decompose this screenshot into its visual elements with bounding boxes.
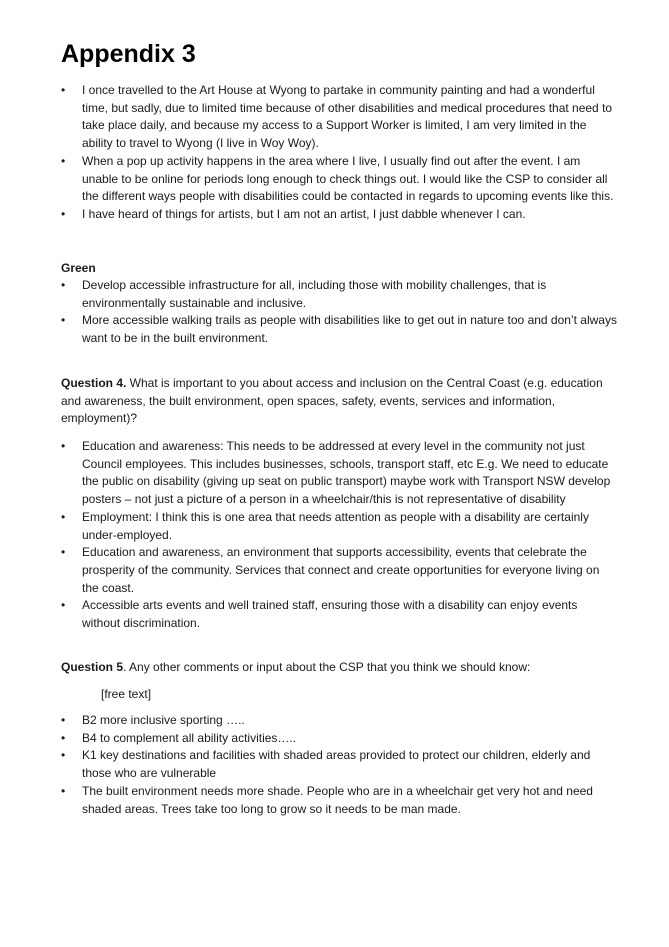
question-text: . Any other comments or input about the CSP that you think we should know: [123,660,531,674]
free-text-label: [free text] [101,687,152,701]
list-item: • Employment: I think this is one area that needs attention as people with a disability are certainly under-employed. [61,509,589,542]
list-item: • B4 to complement all ability activities….. [0,730,669,748]
list-item: • I once travelled to the Art House at Wyong to partake in community painting and had a wonderful time, but sadly, due to limited time because of other disabilities and medical procedures that need to take place daily, and because my access to a Support Worker is limited, I am very limited in the ability to travel to Wyong (I live in Woy Woy). [61,83,613,151]
list-item: • When a pop up activity happens in the area where I live, I usually find out after the event. I am unable to be online for periods long enough to check things out. I would like the CSP to consider all the different ways people with disabilities could be contacted in regards to upcoming events like this. [61,153,614,204]
bullet-icon: • [61,598,66,613]
list-item: • K1 key destinations and facilities with shaded areas provided to protect our children, elderly and those who are vulnerable [61,748,591,781]
question-4-answers [0,438,669,633]
question-label: Question 5 [61,660,124,674]
bullet-icon: • [61,439,66,453]
list-item: • Education and awareness: This needs to be addressed at every level in the community not just Council employees. This includes businesses, schools, transport staff, etc E.g. We need to educate the public on disability (giving up seat on public transport) maybe work with Transport NSW develop posters – not just a picture of a person in a wheelchair/this is not representative of disability [61,439,611,507]
bullet-icon: • [61,313,66,328]
green-list [0,277,669,348]
list-item: • Accessible arts events and well trained staff, ensuring those with a disability can enjoy events without discrimination. [61,598,578,631]
question-4 [61,375,621,428]
page-title: Appendix 3 [61,40,196,68]
question-text: What is important to you about access and inclusion on the Central Coast (e.g. education and awareness, the built environment, open spaces, safety, events, services and information, employment)? [61,376,603,426]
list-item: • B2 more inclusive sporting ….. [0,712,669,730]
bullet-icon: • [61,730,66,745]
question-5 [61,659,621,677]
comments-list [0,82,669,224]
list-item: • I have heard of things for artists, but I am not an artist, I just dabble whenever I can. [0,206,669,224]
bullet-icon: • [61,278,66,292]
question-label: Question 4. [61,376,127,390]
list-item: • The built environment needs more shade. People who are in a wheelchair get very hot and need shaded areas. Trees take too long to grow so it needs to be man made. [61,783,593,816]
list-item: • Develop accessible infrastructure for all, including those with mobility challenges, that is environmentally sustainable and inclusive. [61,278,547,310]
section-heading-green: Green [61,261,96,275]
bullet-icon: • [61,545,66,560]
list-item: • Education and awareness, an environment that supports accessibility, events that celebrate the prosperity of the community. Services that connect and create opportunities for everyone living on the coast. [61,545,600,595]
bullet-icon: • [61,509,66,524]
list-item: • More accessible walking trails as people with disabilities like to get out in nature too and don’t always want to be in the built environment. [61,313,617,346]
bullet-icon: • [61,783,66,798]
bullet-icon: • [61,713,66,727]
bullet-icon: • [61,153,66,168]
bullet-icon: • [61,748,66,763]
question-5-answers [0,712,669,818]
bullet-icon: • [61,206,66,221]
bullet-icon: • [61,83,66,97]
